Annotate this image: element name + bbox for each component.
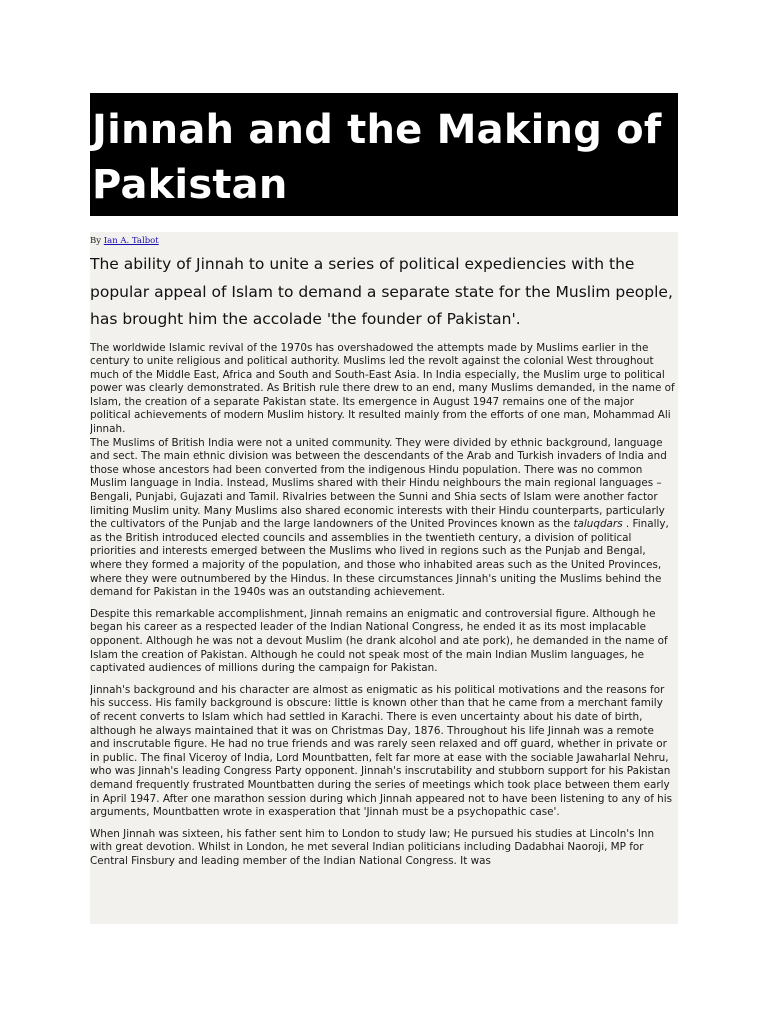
paragraph-2-italic-term: taluqdars bbox=[573, 518, 623, 531]
paragraph-3: Despite this remarkable accomplishment, Jinnah remains an enigmatic and controversial figure. Although he began his career as a respected leader of the Indian National Congress, he ended it as its most implacable opponent. Although he was not a devout Muslim (he drank alcohol and ate pork), he demanded in the name of Islam the creation of Pakistan. Although he could not speak most of the main Indian Muslim languages, he captivated audiences of millions during the campaign for Pakistan. bbox=[90, 607, 668, 675]
paragraph-4: Jinnah's background and his character are almost as enigmatic as his political motivations and the reasons for his success. His family background is obscure: little is known other than that he came from a merchant family of recent converts to Islam which had settled in Karachi. There is even uncertainty about his date of birth, although he always maintained that it was on Christmas Day, 1876. Throughout his life Jinnah was a remote and inscrutable figure. He had no true friends and was rarely seen relaxed and off guard, whether in private or in public. The final Viceroy of India, Lord Mountbatten, felt far more at ease with the sociable Jawaharlal Nehru, who was Jinnah's leading Congress Party opponent. Jinnah's inscrutability and stubborn support for his Pakistan demand frequently frustrated Mountbatten during the series of meetings which took place between them early in April 1947. After one marathon session during which Jinnah appeared not to have been listening to any of his arguments, Mountbatten wrote in exasperation that 'Jinnah must be a psychopathic case'. bbox=[90, 683, 673, 819]
title-banner bbox=[90, 93, 678, 216]
author-link[interactable]: Ian A. Talbot bbox=[103, 236, 159, 246]
article-body bbox=[90, 232, 678, 924]
article-lede: The ability of Jinnah to unite a series of political expediencies with the popular appeal of Islam to demand a separate state for the Muslim people, has brought him the accolade 'the founder of Pakistan'. bbox=[90, 255, 673, 328]
paragraph-2 bbox=[90, 437, 676, 600]
byline-prefix: By bbox=[90, 236, 102, 246]
byline bbox=[90, 234, 676, 248]
paragraph-2-part-b: . Finally, as the British introduced elected councils and assemblies in the twentieth century, a division of political priorities and interests emerged between the Muslims who lived in regions such as the Punjab and Bengal, where they formed a majority of the population, and those who inhabited areas such as the United Provinces, where they were outnumbered by the Hindus. In these circumstances Jinnah's uniting the Muslims behind the demand for Pakistan in the 1940s was an outstanding achievement. bbox=[90, 518, 669, 599]
paragraph-1: The worldwide Islamic revival of the 1970s has overshadowed the attempts made by Muslims earlier in the century to unite religious and political authority. Muslims led the revolt against the colonial West throughout much of the Middle East, Africa and South and South-East Asia. In India especially, the Muslim urge to political power was clearly demonstrated. As British rule there drew to an end, many Muslims demanded, in the name of Islam, the creation of a separate Pakistan state. Its emergence in August 1947 remains one of the major political achievements of modern Muslim history. It resulted mainly from the efforts of one man, Mohammad Ali Jinnah. bbox=[90, 341, 675, 436]
paragraph-5: When Jinnah was sixteen, his father sent him to London to study law; He pursued his studies at Lincoln's Inn with great devotion. Whilst in London, he met several Indian politicians including Dadabhai Naoroji, MP for Central Finsbury and leading member of the Indian National Congress. It was bbox=[90, 827, 655, 867]
page-title: Jinnah and the Making of Pakistan bbox=[92, 107, 662, 208]
paragraph-2-part-a: The Muslims of British India were not a united community. They were divided by ethnic background, language and sect. The main ethnic division was between the descendants of the Arab and Turkish invaders of India and those whose ancestors had been converted from the indigenous Hindu population. There was no common Muslim language in India. Instead, Muslims shared with their Hindu neighbours the main regional languages – Bengali, Punjabi, Gujazati and Tamil. Rivalries between the Sunni and Shia sects of Islam were another factor limiting Muslim unity. Many Muslims also shared economic interests with their Hindu counterparts, particularly the cultivators of the Punjab and the large landowners of the United Provinces known as the bbox=[90, 436, 667, 531]
